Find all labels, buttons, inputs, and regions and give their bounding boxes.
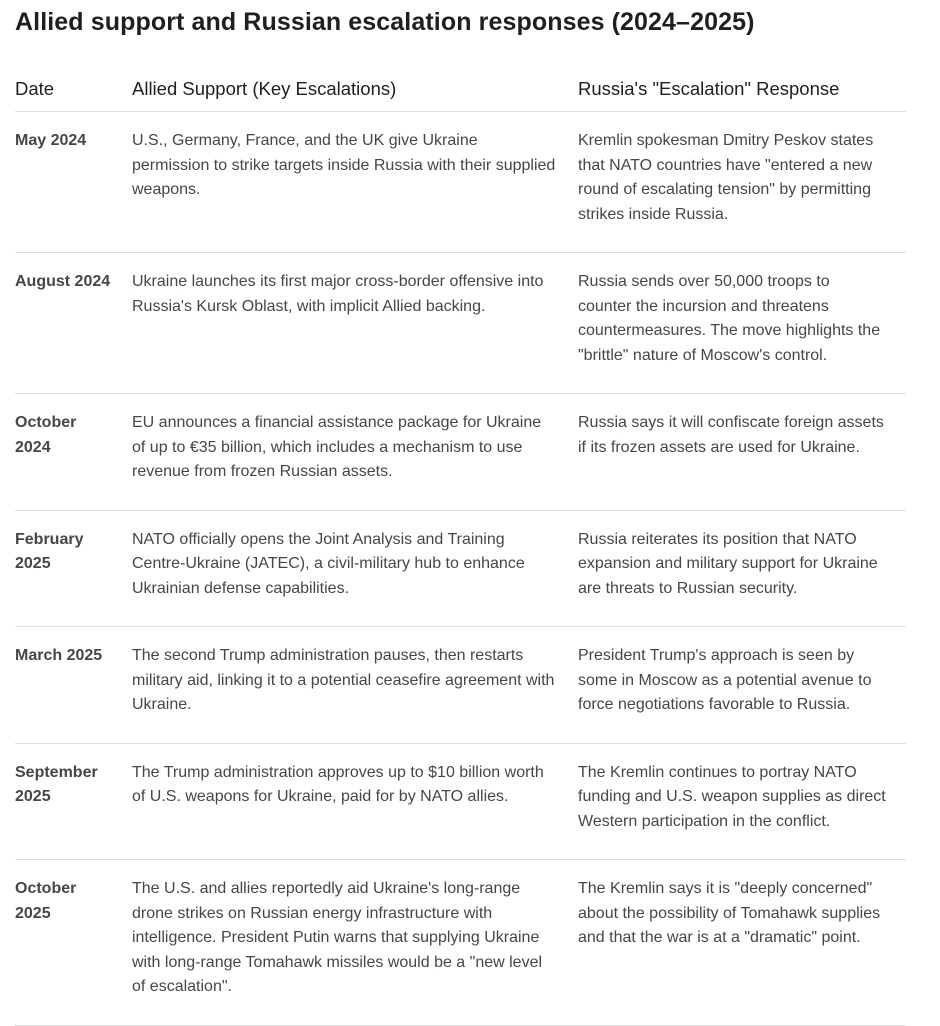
column-header-date: Date bbox=[15, 70, 132, 112]
column-header-allied: Allied Support (Key Escalations) bbox=[132, 70, 578, 112]
table-row bbox=[15, 860, 906, 1026]
russia-cell: Kremlin spokesman Dmitry Peskov states that NATO countries have "entered a new round of escalating tension" by permitting strikes inside Russia. bbox=[578, 112, 906, 253]
russia-cell: Russia says it will confiscate foreign assets if its frozen assets are used for Ukraine. bbox=[578, 394, 906, 511]
date-cell: August 2024 bbox=[15, 253, 132, 394]
allied-cell: The Trump administration approves up to $10 billion worth of U.S. weapons for Ukraine, paid for by NATO allies. bbox=[132, 743, 578, 860]
russia-cell: The Kremlin says it is "deeply concerned" about the possibility of Tomahawk supplies and that the war is at a "dramatic" point. bbox=[578, 860, 906, 1026]
date-cell: October 2025 bbox=[15, 860, 132, 1026]
russia-cell: Russia sends over 50,000 troops to counter the incursion and threatens countermeasures. The move highlights the "brittle" nature of Moscow's control. bbox=[578, 253, 906, 394]
allied-cell: U.S., Germany, France, and the UK give Ukraine permission to strike targets inside Russia with their supplied weapons. bbox=[132, 112, 578, 253]
russia-cell: Russia reiterates its position that NATO expansion and military support for Ukraine are threats to Russian security. bbox=[578, 510, 906, 627]
date-cell: October 2024 bbox=[15, 394, 132, 511]
russia-cell: The Kremlin continues to portray NATO funding and U.S. weapon supplies as direct Western participation in the conflict. bbox=[578, 743, 906, 860]
table-row bbox=[15, 627, 906, 744]
date-cell: September 2025 bbox=[15, 743, 132, 860]
date-cell: February 2025 bbox=[15, 510, 132, 627]
date-cell: May 2024 bbox=[15, 112, 132, 253]
russia-cell: President Trump's approach is seen by some in Moscow as a potential avenue to force negotiations favorable to Russia. bbox=[578, 627, 906, 744]
table-row bbox=[15, 253, 906, 394]
table-row bbox=[15, 510, 906, 627]
date-cell: March 2025 bbox=[15, 627, 132, 744]
table-row bbox=[15, 394, 906, 511]
page-title: Allied support and Russian escalation responses (2024–2025) bbox=[15, 8, 755, 36]
table-row bbox=[15, 112, 906, 253]
allied-cell: NATO officially opens the Joint Analysis and Training Centre-Ukraine (JATEC), a civil-military hub to enhance Ukrainian defense capabilities. bbox=[132, 510, 578, 627]
allied-cell: Ukraine launches its first major cross-border offensive into Russia's Kursk Oblast, with implicit Allied backing. bbox=[132, 253, 578, 394]
escalation-table bbox=[15, 70, 906, 1026]
allied-cell: The second Trump administration pauses, then restarts military aid, linking it to a potential ceasefire agreement with Ukraine. bbox=[132, 627, 578, 744]
table-row bbox=[15, 743, 906, 860]
allied-cell: EU announces a financial assistance package for Ukraine of up to €35 billion, which includes a mechanism to use revenue from frozen Russian assets. bbox=[132, 394, 578, 511]
table-header-row bbox=[15, 70, 906, 112]
column-header-russia: Russia's "Escalation" Response bbox=[578, 70, 906, 112]
allied-cell: The U.S. and allies reportedly aid Ukraine's long-range drone strikes on Russian energy infrastructure with intelligence. President Putin warns that supplying Ukraine with long-range Tomahawk missiles would be a "new level of escalation". bbox=[132, 860, 578, 1026]
